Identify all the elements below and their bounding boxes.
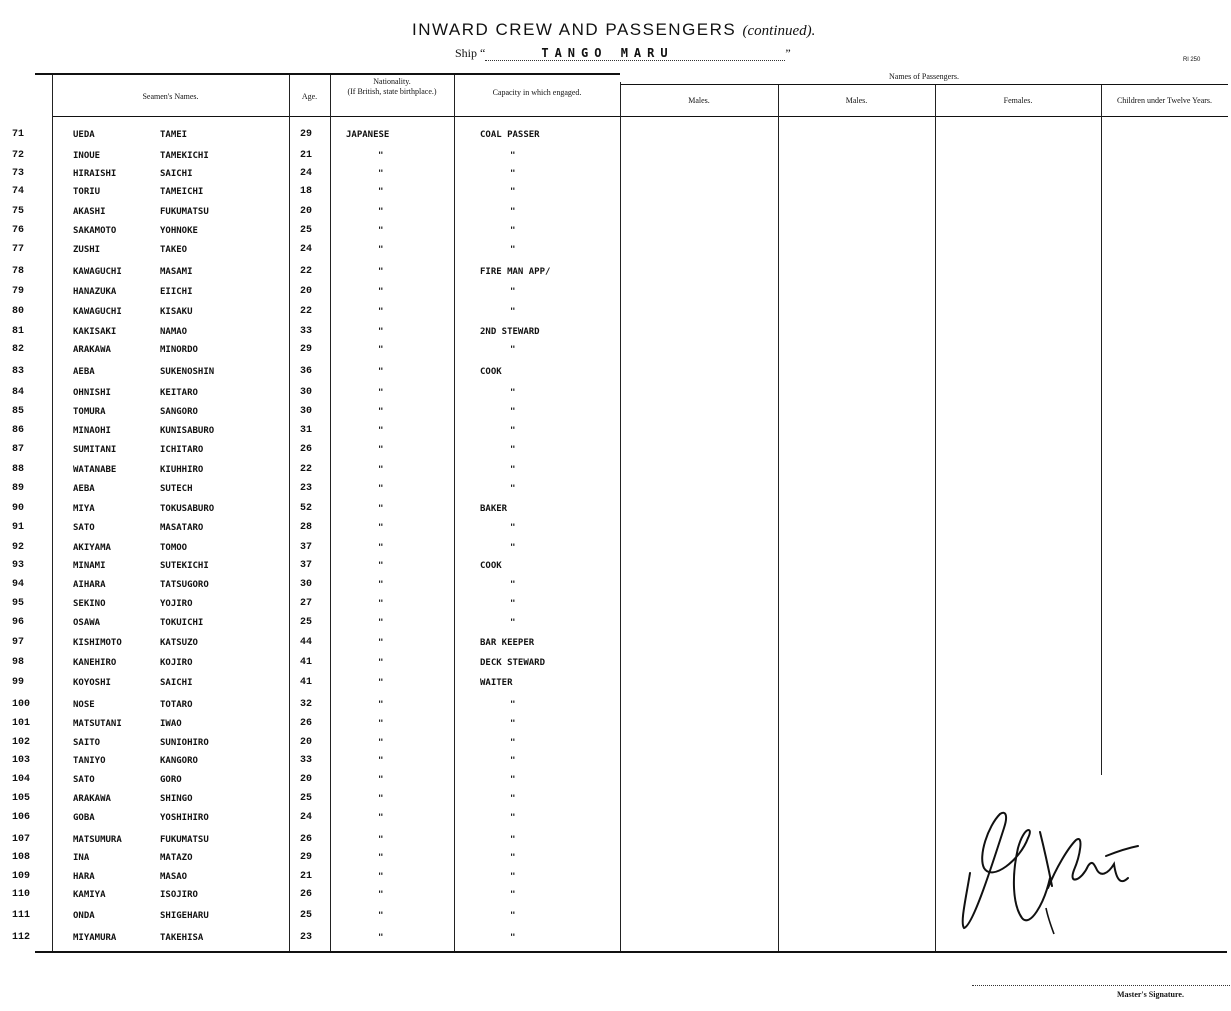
seaman-capacity: "	[510, 835, 516, 845]
row-number: 108	[12, 852, 31, 863]
seaman-capacity: "	[510, 599, 516, 609]
seaman-capacity: "	[510, 580, 516, 590]
seaman-given-name: ISOJIRO	[160, 890, 198, 900]
seaman-age: 41	[300, 677, 313, 688]
seaman-capacity: "	[510, 756, 516, 766]
seaman-age: 21	[300, 150, 313, 161]
seaman-surname: SATO	[73, 775, 95, 785]
seaman-nationality: "	[378, 426, 384, 436]
row-number: 95	[12, 598, 25, 609]
seaman-given-name: TOKUSABURO	[160, 504, 215, 514]
column-divider	[778, 85, 779, 951]
seaman-nationality: "	[378, 853, 384, 863]
seaman-given-name: SUTECH	[160, 484, 193, 494]
seaman-age: 25	[300, 225, 313, 236]
seaman-nationality: "	[378, 599, 384, 609]
row-number: 105	[12, 793, 31, 804]
seaman-nationality: "	[378, 738, 384, 748]
seaman-surname: TOMURA	[73, 407, 106, 417]
seaman-age: 37	[300, 542, 313, 553]
seaman-capacity: "	[510, 426, 516, 436]
seaman-given-name: MASATARO	[160, 523, 204, 533]
seaman-age: 33	[300, 326, 313, 337]
seaman-age: 41	[300, 657, 313, 668]
seaman-age: 20	[300, 206, 313, 217]
seaman-capacity: COAL PASSER	[480, 130, 540, 140]
seaman-capacity: "	[510, 911, 516, 921]
seaman-surname: KAWAGUCHI	[73, 267, 122, 277]
seaman-nationality: "	[378, 719, 384, 729]
row-number: 89	[12, 483, 25, 494]
seaman-surname: AEBA	[73, 367, 95, 377]
column-divider	[620, 75, 621, 951]
seaman-surname: MATSUTANI	[73, 719, 122, 729]
seaman-given-name: YOSHIHIRO	[160, 813, 209, 823]
header-passengers	[620, 72, 1228, 82]
seaman-given-name: TAMEICHI	[160, 187, 204, 197]
seaman-nationality: "	[378, 327, 384, 337]
seaman-given-name: TAMEI	[160, 130, 188, 140]
row-number: 104	[12, 774, 31, 785]
seaman-nationality: "	[378, 890, 384, 900]
seaman-surname: SAITO	[73, 738, 101, 748]
seaman-surname: KAWAGUCHI	[73, 307, 122, 317]
row-number: 101	[12, 718, 31, 729]
seaman-capacity: "	[510, 872, 516, 882]
seaman-surname: HANAZUKA	[73, 287, 117, 297]
header-males-2: Males.	[845, 96, 868, 105]
seaman-nationality: "	[378, 794, 384, 804]
seaman-nationality: "	[378, 445, 384, 455]
seaman-given-name: GORO	[160, 775, 182, 785]
title-main: INWARD CREW AND PASSENGERS	[412, 20, 737, 39]
seaman-nationality: "	[378, 835, 384, 845]
seaman-age: 23	[300, 483, 313, 494]
passengers-label: Names of Passengers.	[885, 72, 963, 81]
seaman-age: 30	[300, 579, 313, 590]
signature-line	[972, 985, 1230, 986]
row-number: 84	[12, 387, 25, 398]
seaman-given-name: MATAZO	[160, 853, 193, 863]
seaman-nationality: "	[378, 504, 384, 514]
seaman-nationality: "	[378, 911, 384, 921]
seaman-capacity: "	[510, 933, 516, 943]
seaman-surname: HIRAISHI	[73, 169, 117, 179]
seaman-given-name: SHINGO	[160, 794, 193, 804]
seaman-capacity: WAITER	[480, 678, 513, 688]
seaman-given-name: YOJIRO	[160, 599, 193, 609]
row-number: 109	[12, 871, 31, 882]
seaman-capacity: FIRE MAN APP/	[480, 267, 551, 277]
seaman-capacity: "	[510, 794, 516, 804]
seaman-capacity: "	[510, 890, 516, 900]
seaman-age: 20	[300, 286, 313, 297]
seaman-given-name: SAICHI	[160, 169, 193, 179]
seaman-given-name: TOKUICHI	[160, 618, 204, 628]
seaman-given-name: TOTARO	[160, 700, 193, 710]
seaman-age: 22	[300, 306, 313, 317]
seaman-age: 25	[300, 617, 313, 628]
row-number: 71	[12, 129, 25, 140]
row-number: 76	[12, 225, 25, 236]
row-number: 88	[12, 464, 25, 475]
seaman-age: 25	[300, 910, 313, 921]
seaman-given-name: KISAKU	[160, 307, 193, 317]
seaman-given-name: KOJIRO	[160, 658, 193, 668]
seaman-nationality: "	[378, 226, 384, 236]
seaman-given-name: SHIGEHARU	[160, 911, 209, 921]
seaman-surname: AKIYAMA	[73, 543, 111, 553]
seaman-surname: AKASHI	[73, 207, 106, 217]
seaman-surname: KANEHIRO	[73, 658, 117, 668]
seaman-nationality: "	[378, 367, 384, 377]
seaman-capacity: 2ND STEWARD	[480, 327, 540, 337]
ship-line	[455, 46, 791, 61]
seaman-surname: UEDA	[73, 130, 95, 140]
row-number: 99	[12, 677, 25, 688]
header-seamens-names: Seamen's Names.	[142, 92, 199, 101]
seaman-given-name: TATSUGORO	[160, 580, 209, 590]
seaman-given-name: SANGORO	[160, 407, 198, 417]
row-number: 92	[12, 542, 25, 553]
seaman-surname: MIYA	[73, 504, 95, 514]
seaman-capacity: "	[510, 465, 516, 475]
seaman-age: 20	[300, 737, 313, 748]
row-number: 75	[12, 206, 25, 217]
seaman-nationality: "	[378, 187, 384, 197]
column-divider	[1101, 85, 1102, 775]
seaman-capacity: "	[510, 287, 516, 297]
seaman-capacity: "	[510, 245, 516, 255]
row-number: 80	[12, 306, 25, 317]
signature-label: Master's Signature.	[1117, 990, 1184, 999]
seaman-given-name: TAKEO	[160, 245, 188, 255]
seaman-surname: MINAMI	[73, 561, 106, 571]
seaman-capacity: "	[510, 345, 516, 355]
seaman-surname: GOBA	[73, 813, 95, 823]
seaman-age: 36	[300, 366, 313, 377]
seaman-nationality: "	[378, 207, 384, 217]
seaman-nationality: "	[378, 658, 384, 668]
seaman-age: 37	[300, 560, 313, 571]
seaman-nationality: "	[378, 388, 384, 398]
seaman-given-name: TOMOO	[160, 543, 188, 553]
seaman-nationality: "	[378, 245, 384, 255]
seaman-surname: WATANABE	[73, 465, 117, 475]
seaman-given-name: MINORDO	[160, 345, 198, 355]
signature-text	[1000, 880, 1001, 881]
column-divider	[52, 75, 53, 951]
seaman-nationality: "	[378, 580, 384, 590]
seaman-capacity: "	[510, 813, 516, 823]
seaman-nationality: JAPANESE	[346, 130, 390, 140]
seaman-age: 26	[300, 889, 313, 900]
seaman-given-name: KEITARO	[160, 388, 198, 398]
row-number: 72	[12, 150, 25, 161]
seaman-nationality: "	[378, 307, 384, 317]
seaman-capacity: "	[510, 407, 516, 417]
seaman-surname: HARA	[73, 872, 95, 882]
seaman-age: 20	[300, 774, 313, 785]
ship-name: TANGO MARU	[485, 46, 785, 61]
title-continued: (continued).	[742, 23, 816, 39]
seaman-surname: TORIU	[73, 187, 101, 197]
header-children: Children under Twelve Years.	[1116, 96, 1213, 105]
seaman-given-name: MASAO	[160, 872, 188, 882]
seaman-given-name: KIUHHIRO	[160, 465, 204, 475]
seaman-surname: ONDA	[73, 911, 95, 921]
seaman-surname: MINAOHI	[73, 426, 111, 436]
seaman-age: 29	[300, 129, 313, 140]
seaman-nationality: "	[378, 933, 384, 943]
seaman-nationality: "	[378, 484, 384, 494]
row-number: 77	[12, 244, 25, 255]
seaman-age: 24	[300, 168, 313, 179]
seaman-age: 52	[300, 503, 313, 514]
row-number: 96	[12, 617, 25, 628]
row-number: 74	[12, 186, 25, 197]
seaman-age: 30	[300, 387, 313, 398]
seaman-given-name: KANGORO	[160, 756, 198, 766]
seaman-capacity: "	[510, 700, 516, 710]
seaman-age: 27	[300, 598, 313, 609]
row-number: 73	[12, 168, 25, 179]
seaman-capacity: "	[510, 226, 516, 236]
seaman-age: 26	[300, 834, 313, 845]
seaman-age: 44	[300, 637, 313, 648]
seaman-surname: KISHIMOTO	[73, 638, 122, 648]
seaman-nationality: "	[378, 465, 384, 475]
row-number: 91	[12, 522, 25, 533]
seaman-surname: SATO	[73, 523, 95, 533]
row-number: 111	[12, 910, 31, 921]
seaman-age: 24	[300, 812, 313, 823]
seaman-age: 31	[300, 425, 313, 436]
row-number: 83	[12, 366, 25, 377]
row-number: 103	[12, 755, 31, 766]
seaman-surname: AEBA	[73, 484, 95, 494]
seaman-nationality: "	[378, 169, 384, 179]
seaman-surname: AIHARA	[73, 580, 106, 590]
seaman-surname: OSAWA	[73, 618, 101, 628]
seaman-nationality: "	[378, 638, 384, 648]
seaman-surname: INOUE	[73, 151, 101, 161]
seaman-capacity: BAR KEEPER	[480, 638, 535, 648]
seaman-given-name: SUNIOHIRO	[160, 738, 209, 748]
header-age: Age.	[301, 92, 318, 101]
seaman-surname: KAKISAKI	[73, 327, 117, 337]
seaman-nationality: "	[378, 872, 384, 882]
header-females: Females.	[1003, 96, 1033, 105]
seaman-given-name: TAMEKICHI	[160, 151, 209, 161]
seaman-age: 18	[300, 186, 313, 197]
seaman-nationality: "	[378, 756, 384, 766]
row-number: 97	[12, 637, 25, 648]
seaman-age: 22	[300, 464, 313, 475]
seaman-age: 33	[300, 755, 313, 766]
seaman-surname: SUMITANI	[73, 445, 117, 455]
row-number: 87	[12, 444, 25, 455]
seaman-age: 26	[300, 718, 313, 729]
ship-close: ”	[785, 46, 791, 60]
row-number: 79	[12, 286, 25, 297]
seaman-age: 24	[300, 244, 313, 255]
seaman-surname: ZUSHI	[73, 245, 101, 255]
seaman-capacity: "	[510, 169, 516, 179]
seaman-capacity: "	[510, 738, 516, 748]
seaman-given-name: SAICHI	[160, 678, 193, 688]
row-number: 82	[12, 344, 25, 355]
row-number: 98	[12, 657, 25, 668]
row-number: 107	[12, 834, 31, 845]
seaman-surname: ARAKAWA	[73, 794, 111, 804]
seaman-nationality: "	[378, 151, 384, 161]
seaman-nationality: "	[378, 543, 384, 553]
seaman-surname: SEKINO	[73, 599, 106, 609]
seaman-capacity: "	[510, 207, 516, 217]
seaman-capacity: "	[510, 445, 516, 455]
seaman-surname: TANIYO	[73, 756, 106, 766]
seaman-given-name: IWAO	[160, 719, 182, 729]
seaman-capacity: "	[510, 484, 516, 494]
row-number: 112	[12, 932, 31, 943]
seaman-capacity: BAKER	[480, 504, 508, 514]
seaman-capacity: "	[510, 187, 516, 197]
passengers-rule	[620, 84, 1228, 85]
seaman-nationality: "	[378, 678, 384, 688]
seaman-age: 32	[300, 699, 313, 710]
seaman-capacity: COOK	[480, 367, 502, 377]
seaman-capacity: "	[510, 775, 516, 785]
header-capacity: Capacity in which engaged.	[492, 88, 582, 97]
ship-label: Ship “	[455, 46, 486, 60]
seaman-nationality: "	[378, 561, 384, 571]
seaman-capacity: "	[510, 618, 516, 628]
seaman-surname: MATSUMURA	[73, 835, 122, 845]
seaman-nationality: "	[378, 700, 384, 710]
seaman-nationality: "	[378, 775, 384, 785]
seaman-given-name: YOHNOKE	[160, 226, 198, 236]
seaman-nationality: "	[378, 267, 384, 277]
row-number: 102	[12, 737, 31, 748]
seaman-given-name: FUKUMATSU	[160, 835, 209, 845]
row-number: 106	[12, 812, 31, 823]
seaman-surname: MIYAMURA	[73, 933, 117, 943]
seaman-age: 30	[300, 406, 313, 417]
seaman-nationality: "	[378, 813, 384, 823]
seaman-surname: KAMIYA	[73, 890, 106, 900]
seaman-given-name: SUKENOSHIN	[160, 367, 215, 377]
row-number: 81	[12, 326, 25, 337]
seaman-given-name: FUKUMATSU	[160, 207, 209, 217]
seaman-surname: OHNISHI	[73, 388, 111, 398]
row-number: 86	[12, 425, 25, 436]
seaman-capacity: DECK STEWARD	[480, 658, 546, 668]
seaman-nationality: "	[378, 407, 384, 417]
seaman-capacity: "	[510, 543, 516, 553]
seaman-given-name: TAKEHISA	[160, 933, 204, 943]
seaman-age: 26	[300, 444, 313, 455]
seaman-given-name: ICHITARO	[160, 445, 204, 455]
seaman-surname: NOSE	[73, 700, 95, 710]
bottom-rule	[35, 951, 1227, 953]
seaman-surname: INA	[73, 853, 90, 863]
seaman-age: 21	[300, 871, 313, 882]
seaman-surname: KOYOSHI	[73, 678, 111, 688]
seaman-given-name: KATSUZO	[160, 638, 198, 648]
seaman-given-name: SUTEKICHI	[160, 561, 209, 571]
seaman-nationality: "	[378, 287, 384, 297]
seaman-age: 22	[300, 266, 313, 277]
seaman-capacity: "	[510, 151, 516, 161]
column-divider	[289, 75, 290, 951]
column-divider	[454, 75, 455, 951]
seaman-capacity: "	[510, 388, 516, 398]
row-number: 110	[12, 889, 31, 900]
row-number: 100	[12, 699, 31, 710]
seaman-given-name: NAMAO	[160, 327, 188, 337]
master-signature	[948, 808, 1158, 938]
seaman-given-name: MASAMI	[160, 267, 193, 277]
header-bottom-rule	[52, 116, 1228, 117]
seaman-capacity: COOK	[480, 561, 502, 571]
row-number: 78	[12, 266, 25, 277]
row-number: 94	[12, 579, 25, 590]
seaman-capacity: "	[510, 853, 516, 863]
seaman-capacity: "	[510, 719, 516, 729]
seaman-given-name: EIICHI	[160, 287, 193, 297]
seaman-nationality: "	[378, 618, 384, 628]
seaman-given-name: KUNISABURO	[160, 426, 215, 436]
row-number: 90	[12, 503, 25, 514]
seaman-nationality: "	[378, 345, 384, 355]
column-divider	[935, 85, 936, 951]
seaman-surname: ARAKAWA	[73, 345, 111, 355]
form-number: Rl 250	[1183, 57, 1201, 63]
seaman-nationality: "	[378, 523, 384, 533]
seaman-capacity: "	[510, 307, 516, 317]
seaman-age: 25	[300, 793, 313, 804]
seaman-age: 23	[300, 932, 313, 943]
row-number: 85	[12, 406, 25, 417]
row-number: 93	[12, 560, 25, 571]
header-nationality: Nationality. (If British, state birthplace.)	[347, 77, 437, 96]
seaman-age: 29	[300, 344, 313, 355]
document-title	[412, 20, 815, 40]
column-divider	[330, 75, 331, 951]
header-males-1: Males.	[688, 96, 710, 105]
seaman-surname: SAKAMOTO	[73, 226, 117, 236]
seaman-capacity: "	[510, 523, 516, 533]
seaman-age: 28	[300, 522, 313, 533]
seaman-age: 29	[300, 852, 313, 863]
